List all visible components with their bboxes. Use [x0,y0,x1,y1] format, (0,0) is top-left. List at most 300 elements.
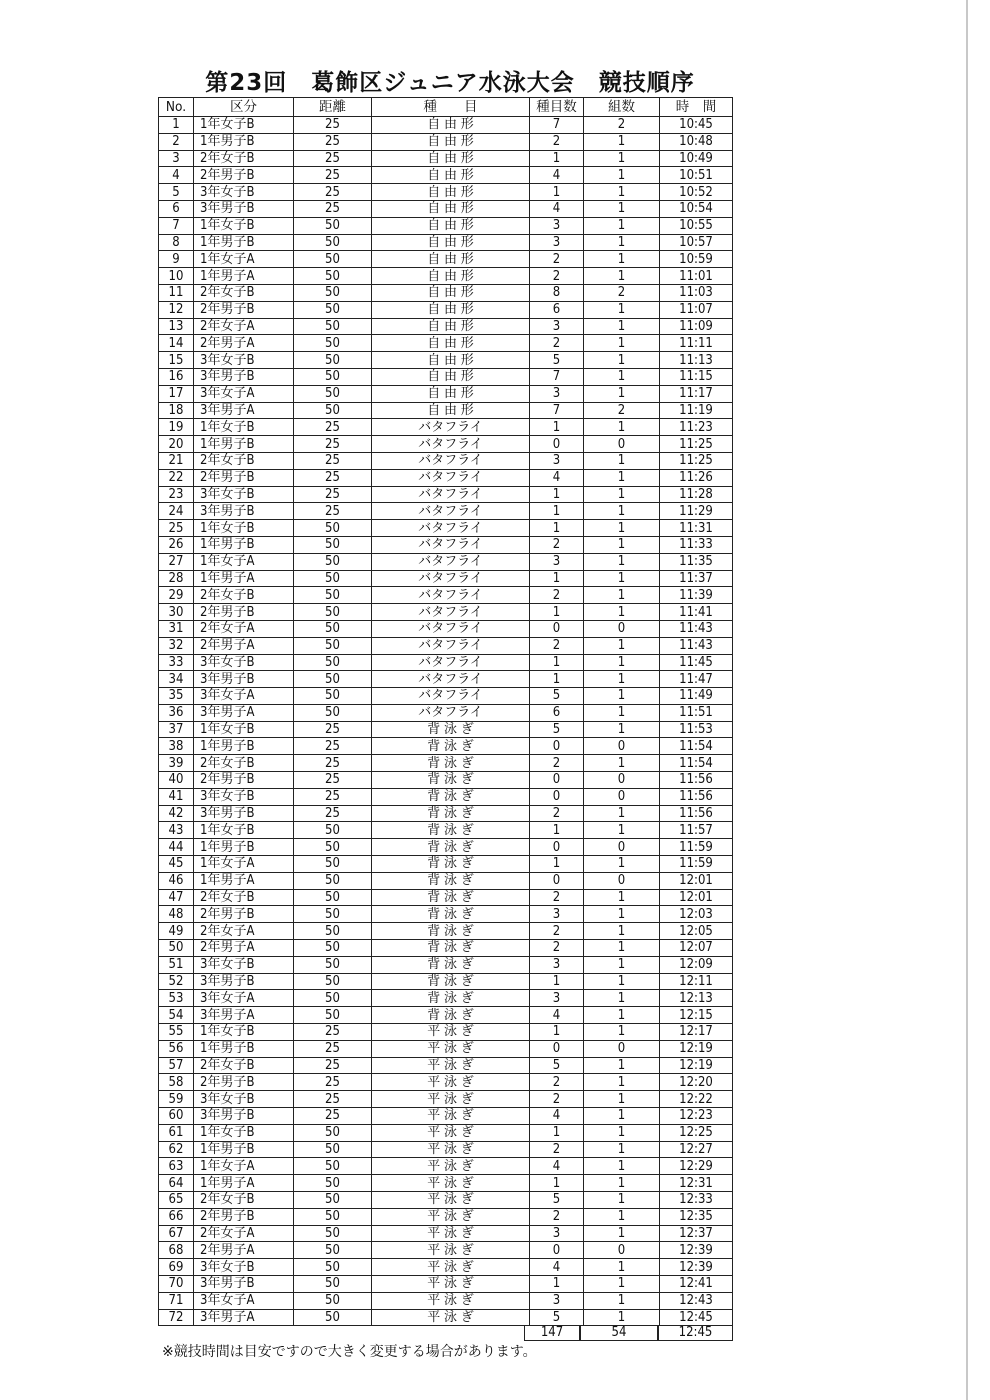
cell-no: 25 [159,520,194,537]
cell-time: 11:35 [660,553,733,570]
cell-heat-count: 1 [584,906,660,923]
cell-time: 11:25 [660,436,733,453]
cell-stroke: 平 泳 ぎ [372,1141,530,1158]
cell-no: 66 [159,1208,194,1225]
cell-no: 32 [159,637,194,654]
table-row [159,923,733,940]
cell-event-count: 3 [530,217,584,234]
cell-time: 11:17 [660,385,733,402]
cell-no: 7 [159,217,194,234]
cell-distance: 25 [294,469,372,486]
table-row [159,1225,733,1242]
cell-division: 2年男子A [194,1242,294,1259]
total-events: 147 [524,1325,580,1341]
cell-stroke: 背 泳 ぎ [372,956,530,973]
cell-distance: 50 [294,1158,372,1175]
cell-heat-count: 2 [584,284,660,301]
page-title: 第23回 葛飾区ジュニア水泳大会 競技順序 [205,70,695,96]
cell-event-count: 3 [530,553,584,570]
cell-heat-count: 1 [584,688,660,705]
cell-distance: 50 [294,637,372,654]
cell-distance: 50 [294,1208,372,1225]
cell-division: 3年女子B [194,486,294,503]
cell-time: 11:59 [660,856,733,873]
cell-distance: 50 [294,671,372,688]
cell-time: 12:17 [660,1024,733,1041]
cell-no: 6 [159,200,194,217]
cell-event-count: 3 [530,318,584,335]
cell-distance: 25 [294,167,372,184]
table-row [159,940,733,957]
cell-division: 1年女子B [194,1024,294,1041]
cell-heat-count: 1 [584,923,660,940]
cell-time: 11:39 [660,587,733,604]
table-row [159,688,733,705]
cell-stroke: 背 泳 ぎ [372,990,530,1007]
cell-event-count: 6 [530,704,584,721]
cell-heat-count: 2 [584,402,660,419]
cell-division: 1年男子B [194,133,294,150]
table-row [159,721,733,738]
cell-no: 45 [159,856,194,873]
cell-no: 26 [159,536,194,553]
table-row [159,570,733,587]
cell-distance: 25 [294,772,372,789]
cell-event-count: 2 [530,536,584,553]
cell-stroke: 自 由 形 [372,402,530,419]
table-row [159,368,733,385]
cell-heat-count: 0 [584,788,660,805]
cell-no: 24 [159,503,194,520]
table-row [159,402,733,419]
cell-distance: 50 [294,1242,372,1259]
cell-heat-count: 1 [584,217,660,234]
cell-time: 12:07 [660,940,733,957]
table-row [159,704,733,721]
cell-time: 11:03 [660,284,733,301]
cell-event-count: 3 [530,906,584,923]
cell-event-count: 3 [530,990,584,1007]
table-row [159,1024,733,1041]
cell-time: 12:45 [660,1309,733,1326]
cell-division: 3年女子B [194,654,294,671]
cell-no: 19 [159,419,194,436]
cell-time: 11:56 [660,772,733,789]
cell-stroke: 平 泳 ぎ [372,1124,530,1141]
cell-division: 2年女子B [194,889,294,906]
cell-time: 12:33 [660,1192,733,1209]
cell-distance: 50 [294,1309,372,1326]
cell-heat-count: 0 [584,1040,660,1057]
cell-distance: 25 [294,1057,372,1074]
event-order-table [158,97,733,1326]
cell-stroke: 平 泳 ぎ [372,1309,530,1326]
cell-no: 49 [159,923,194,940]
table-row [159,1175,733,1192]
cell-division: 2年男子B [194,772,294,789]
cell-stroke: 背 泳 ぎ [372,1007,530,1024]
cell-distance: 50 [294,402,372,419]
cell-division: 1年女子A [194,553,294,570]
cell-division: 3年男子B [194,503,294,520]
cell-stroke: 自 由 形 [372,368,530,385]
cell-time: 11:49 [660,688,733,705]
cell-no: 22 [159,469,194,486]
table-row [159,419,733,436]
cell-distance: 50 [294,335,372,352]
cell-time: 12:20 [660,1074,733,1091]
cell-time: 11:45 [660,654,733,671]
cell-distance: 50 [294,352,372,369]
cell-stroke: バタフライ [372,620,530,637]
cell-heat-count: 0 [584,436,660,453]
cell-no: 35 [159,688,194,705]
table-row [159,822,733,839]
cell-stroke: バタフライ [372,469,530,486]
cell-time: 11:07 [660,301,733,318]
cell-event-count: 4 [530,469,584,486]
cell-no: 71 [159,1292,194,1309]
cell-event-count: 1 [530,822,584,839]
cell-no: 10 [159,268,194,285]
cell-heat-count: 1 [584,1007,660,1024]
cell-division: 2年男子B [194,1208,294,1225]
totals-row [524,1325,733,1341]
cell-heat-count: 1 [584,1275,660,1292]
cell-stroke: 平 泳 ぎ [372,1108,530,1125]
cell-heat-count: 2 [584,117,660,134]
table-row [159,268,733,285]
cell-no: 3 [159,150,194,167]
cell-stroke: バタフライ [372,436,530,453]
cell-time: 12:05 [660,923,733,940]
cell-no: 69 [159,1259,194,1276]
cell-no: 38 [159,738,194,755]
cell-division: 2年男子A [194,940,294,957]
cell-distance: 50 [294,1275,372,1292]
cell-division: 3年男子A [194,704,294,721]
cell-event-count: 1 [530,150,584,167]
cell-division: 1年女子B [194,117,294,134]
cell-heat-count: 1 [584,1124,660,1141]
cell-no: 55 [159,1024,194,1041]
cell-distance: 50 [294,654,372,671]
cell-distance: 50 [294,217,372,234]
cell-time: 11:56 [660,788,733,805]
cell-distance: 50 [294,570,372,587]
table-row [159,1275,733,1292]
cell-stroke: 自 由 形 [372,385,530,402]
cell-event-count: 5 [530,1192,584,1209]
cell-event-count: 1 [530,184,584,201]
table-row [159,318,733,335]
cell-time: 11:37 [660,570,733,587]
cell-division: 3年女子A [194,990,294,1007]
cell-event-count: 1 [530,520,584,537]
cell-stroke: 自 由 形 [372,234,530,251]
cell-event-count: 3 [530,452,584,469]
cell-stroke: 背 泳 ぎ [372,822,530,839]
cell-event-count: 2 [530,1074,584,1091]
cell-heat-count: 1 [584,368,660,385]
cell-heat-count: 1 [584,486,660,503]
table-row [159,755,733,772]
cell-event-count: 2 [530,1208,584,1225]
cell-stroke: 自 由 形 [372,150,530,167]
cell-event-count: 3 [530,1292,584,1309]
cell-division: 2年女子B [194,452,294,469]
cell-time: 11:51 [660,704,733,721]
cell-division: 1年男子A [194,268,294,285]
cell-event-count: 3 [530,234,584,251]
cell-stroke: バタフライ [372,604,530,621]
cell-heat-count: 1 [584,184,660,201]
cell-heat-count: 1 [584,419,660,436]
table-row [159,1141,733,1158]
cell-division: 1年男子B [194,234,294,251]
cell-no: 8 [159,234,194,251]
cell-distance: 25 [294,1074,372,1091]
cell-heat-count: 1 [584,1158,660,1175]
cell-distance: 50 [294,536,372,553]
cell-no: 53 [159,990,194,1007]
cell-event-count: 0 [530,872,584,889]
table-row [159,788,733,805]
cell-time: 12:13 [660,990,733,1007]
cell-stroke: バタフライ [372,688,530,705]
cell-time: 11:41 [660,604,733,621]
cell-no: 50 [159,940,194,957]
table-row [159,520,733,537]
cell-distance: 25 [294,788,372,805]
cell-event-count: 1 [530,1024,584,1041]
cell-distance: 50 [294,1225,372,1242]
cell-distance: 50 [294,990,372,1007]
table-row [159,872,733,889]
cell-no: 20 [159,436,194,453]
cell-heat-count: 1 [584,1074,660,1091]
cell-stroke: 背 泳 ぎ [372,906,530,923]
cell-division: 3年男子B [194,805,294,822]
cell-distance: 50 [294,301,372,318]
cell-event-count: 1 [530,1275,584,1292]
cell-heat-count: 1 [584,822,660,839]
cell-division: 1年男子B [194,536,294,553]
cell-time: 12:25 [660,1124,733,1141]
cell-stroke: バタフライ [372,452,530,469]
cell-stroke: 平 泳 ぎ [372,1024,530,1041]
cell-distance: 50 [294,251,372,268]
cell-stroke: バタフライ [372,520,530,537]
table-header-row [159,98,733,117]
cell-event-count: 2 [530,133,584,150]
cell-heat-count: 1 [584,251,660,268]
cell-stroke: 背 泳 ぎ [372,856,530,873]
cell-time: 11:19 [660,402,733,419]
col-header-event-count: 種目数 [530,98,584,117]
cell-heat-count: 0 [584,839,660,856]
cell-event-count: 0 [530,772,584,789]
cell-event-count: 0 [530,738,584,755]
cell-event-count: 2 [530,889,584,906]
cell-heat-count: 1 [584,1225,660,1242]
cell-division: 3年男子A [194,1007,294,1024]
cell-distance: 25 [294,486,372,503]
cell-stroke: バタフライ [372,587,530,604]
cell-no: 34 [159,671,194,688]
cell-division: 3年女子B [194,956,294,973]
cell-distance: 25 [294,738,372,755]
cell-division: 3年男子B [194,200,294,217]
cell-distance: 50 [294,1259,372,1276]
cell-stroke: 平 泳 ぎ [372,1057,530,1074]
cell-event-count: 3 [530,1225,584,1242]
cell-event-count: 7 [530,402,584,419]
cell-division: 3年男子B [194,1108,294,1125]
total-heats: 54 [580,1325,658,1341]
cell-no: 31 [159,620,194,637]
cell-no: 29 [159,587,194,604]
cell-stroke: 平 泳 ぎ [372,1091,530,1108]
table-row [159,184,733,201]
cell-stroke: 自 由 形 [372,117,530,134]
cell-stroke: バタフライ [372,553,530,570]
cell-stroke: 自 由 形 [372,200,530,217]
table-row [159,1108,733,1125]
cell-distance: 50 [294,973,372,990]
cell-distance: 25 [294,503,372,520]
cell-distance: 25 [294,200,372,217]
table-row [159,352,733,369]
table-row [159,234,733,251]
cell-distance: 50 [294,704,372,721]
cell-event-count: 4 [530,167,584,184]
scan-edge-line [966,0,968,1400]
cell-event-count: 1 [530,503,584,520]
cell-time: 11:57 [660,822,733,839]
cell-time: 12:23 [660,1108,733,1125]
table-row [159,856,733,873]
cell-no: 15 [159,352,194,369]
cell-time: 11:59 [660,839,733,856]
table-row [159,469,733,486]
cell-stroke: バタフライ [372,654,530,671]
cell-event-count: 1 [530,1124,584,1141]
cell-no: 65 [159,1192,194,1209]
cell-heat-count: 0 [584,1242,660,1259]
cell-event-count: 1 [530,654,584,671]
cell-distance: 50 [294,1192,372,1209]
cell-distance: 50 [294,1124,372,1141]
cell-no: 41 [159,788,194,805]
cell-heat-count: 1 [584,133,660,150]
cell-no: 36 [159,704,194,721]
cell-time: 12:37 [660,1225,733,1242]
cell-no: 28 [159,570,194,587]
table-row [159,620,733,637]
table-row [159,1259,733,1276]
cell-event-count: 7 [530,117,584,134]
cell-time: 11:01 [660,268,733,285]
cell-distance: 50 [294,923,372,940]
cell-stroke: 平 泳 ぎ [372,1292,530,1309]
cell-heat-count: 1 [584,268,660,285]
cell-distance: 50 [294,1175,372,1192]
cell-no: 72 [159,1309,194,1326]
cell-division: 1年男子B [194,1141,294,1158]
cell-heat-count: 1 [584,1057,660,1074]
cell-no: 42 [159,805,194,822]
cell-division: 2年男子B [194,301,294,318]
cell-no: 64 [159,1175,194,1192]
cell-heat-count: 1 [584,167,660,184]
col-header-division: 区分 [194,98,294,117]
cell-heat-count: 1 [584,385,660,402]
cell-division: 3年女子A [194,1292,294,1309]
cell-division: 2年女子B [194,284,294,301]
cell-distance: 50 [294,520,372,537]
cell-no: 30 [159,604,194,621]
cell-heat-count: 1 [584,856,660,873]
cell-division: 2年女子B [194,1057,294,1074]
cell-event-count: 1 [530,604,584,621]
cell-time: 10:45 [660,117,733,134]
cell-distance: 50 [294,1007,372,1024]
cell-stroke: 背 泳 ぎ [372,772,530,789]
cell-stroke: 自 由 形 [372,167,530,184]
cell-distance: 25 [294,452,372,469]
cell-time: 11:29 [660,503,733,520]
cell-division: 1年男子A [194,570,294,587]
cell-division: 3年男子B [194,1275,294,1292]
table-row [159,1040,733,1057]
cell-time: 11:54 [660,755,733,772]
cell-stroke: 自 由 形 [372,217,530,234]
cell-no: 13 [159,318,194,335]
cell-time: 12:43 [660,1292,733,1309]
table-row [159,738,733,755]
cell-distance: 25 [294,755,372,772]
cell-event-count: 1 [530,671,584,688]
cell-no: 62 [159,1141,194,1158]
cell-no: 52 [159,973,194,990]
cell-time: 11:26 [660,469,733,486]
cell-stroke: バタフライ [372,419,530,436]
cell-no: 37 [159,721,194,738]
cell-division: 2年男子A [194,335,294,352]
cell-heat-count: 1 [584,452,660,469]
cell-stroke: バタフライ [372,570,530,587]
cell-time: 12:01 [660,872,733,889]
cell-stroke: 背 泳 ぎ [372,721,530,738]
table-row [159,486,733,503]
cell-heat-count: 1 [584,1292,660,1309]
cell-time: 11:31 [660,520,733,537]
cell-time: 11:47 [660,671,733,688]
table-row [159,973,733,990]
cell-heat-count: 1 [584,604,660,621]
cell-stroke: 背 泳 ぎ [372,805,530,822]
cell-stroke: バタフライ [372,503,530,520]
cell-distance: 25 [294,1024,372,1041]
cell-heat-count: 1 [584,1208,660,1225]
cell-time: 12:01 [660,889,733,906]
cell-no: 17 [159,385,194,402]
cell-event-count: 2 [530,805,584,822]
cell-time: 11:25 [660,452,733,469]
cell-event-count: 3 [530,956,584,973]
cell-division: 2年男子B [194,906,294,923]
